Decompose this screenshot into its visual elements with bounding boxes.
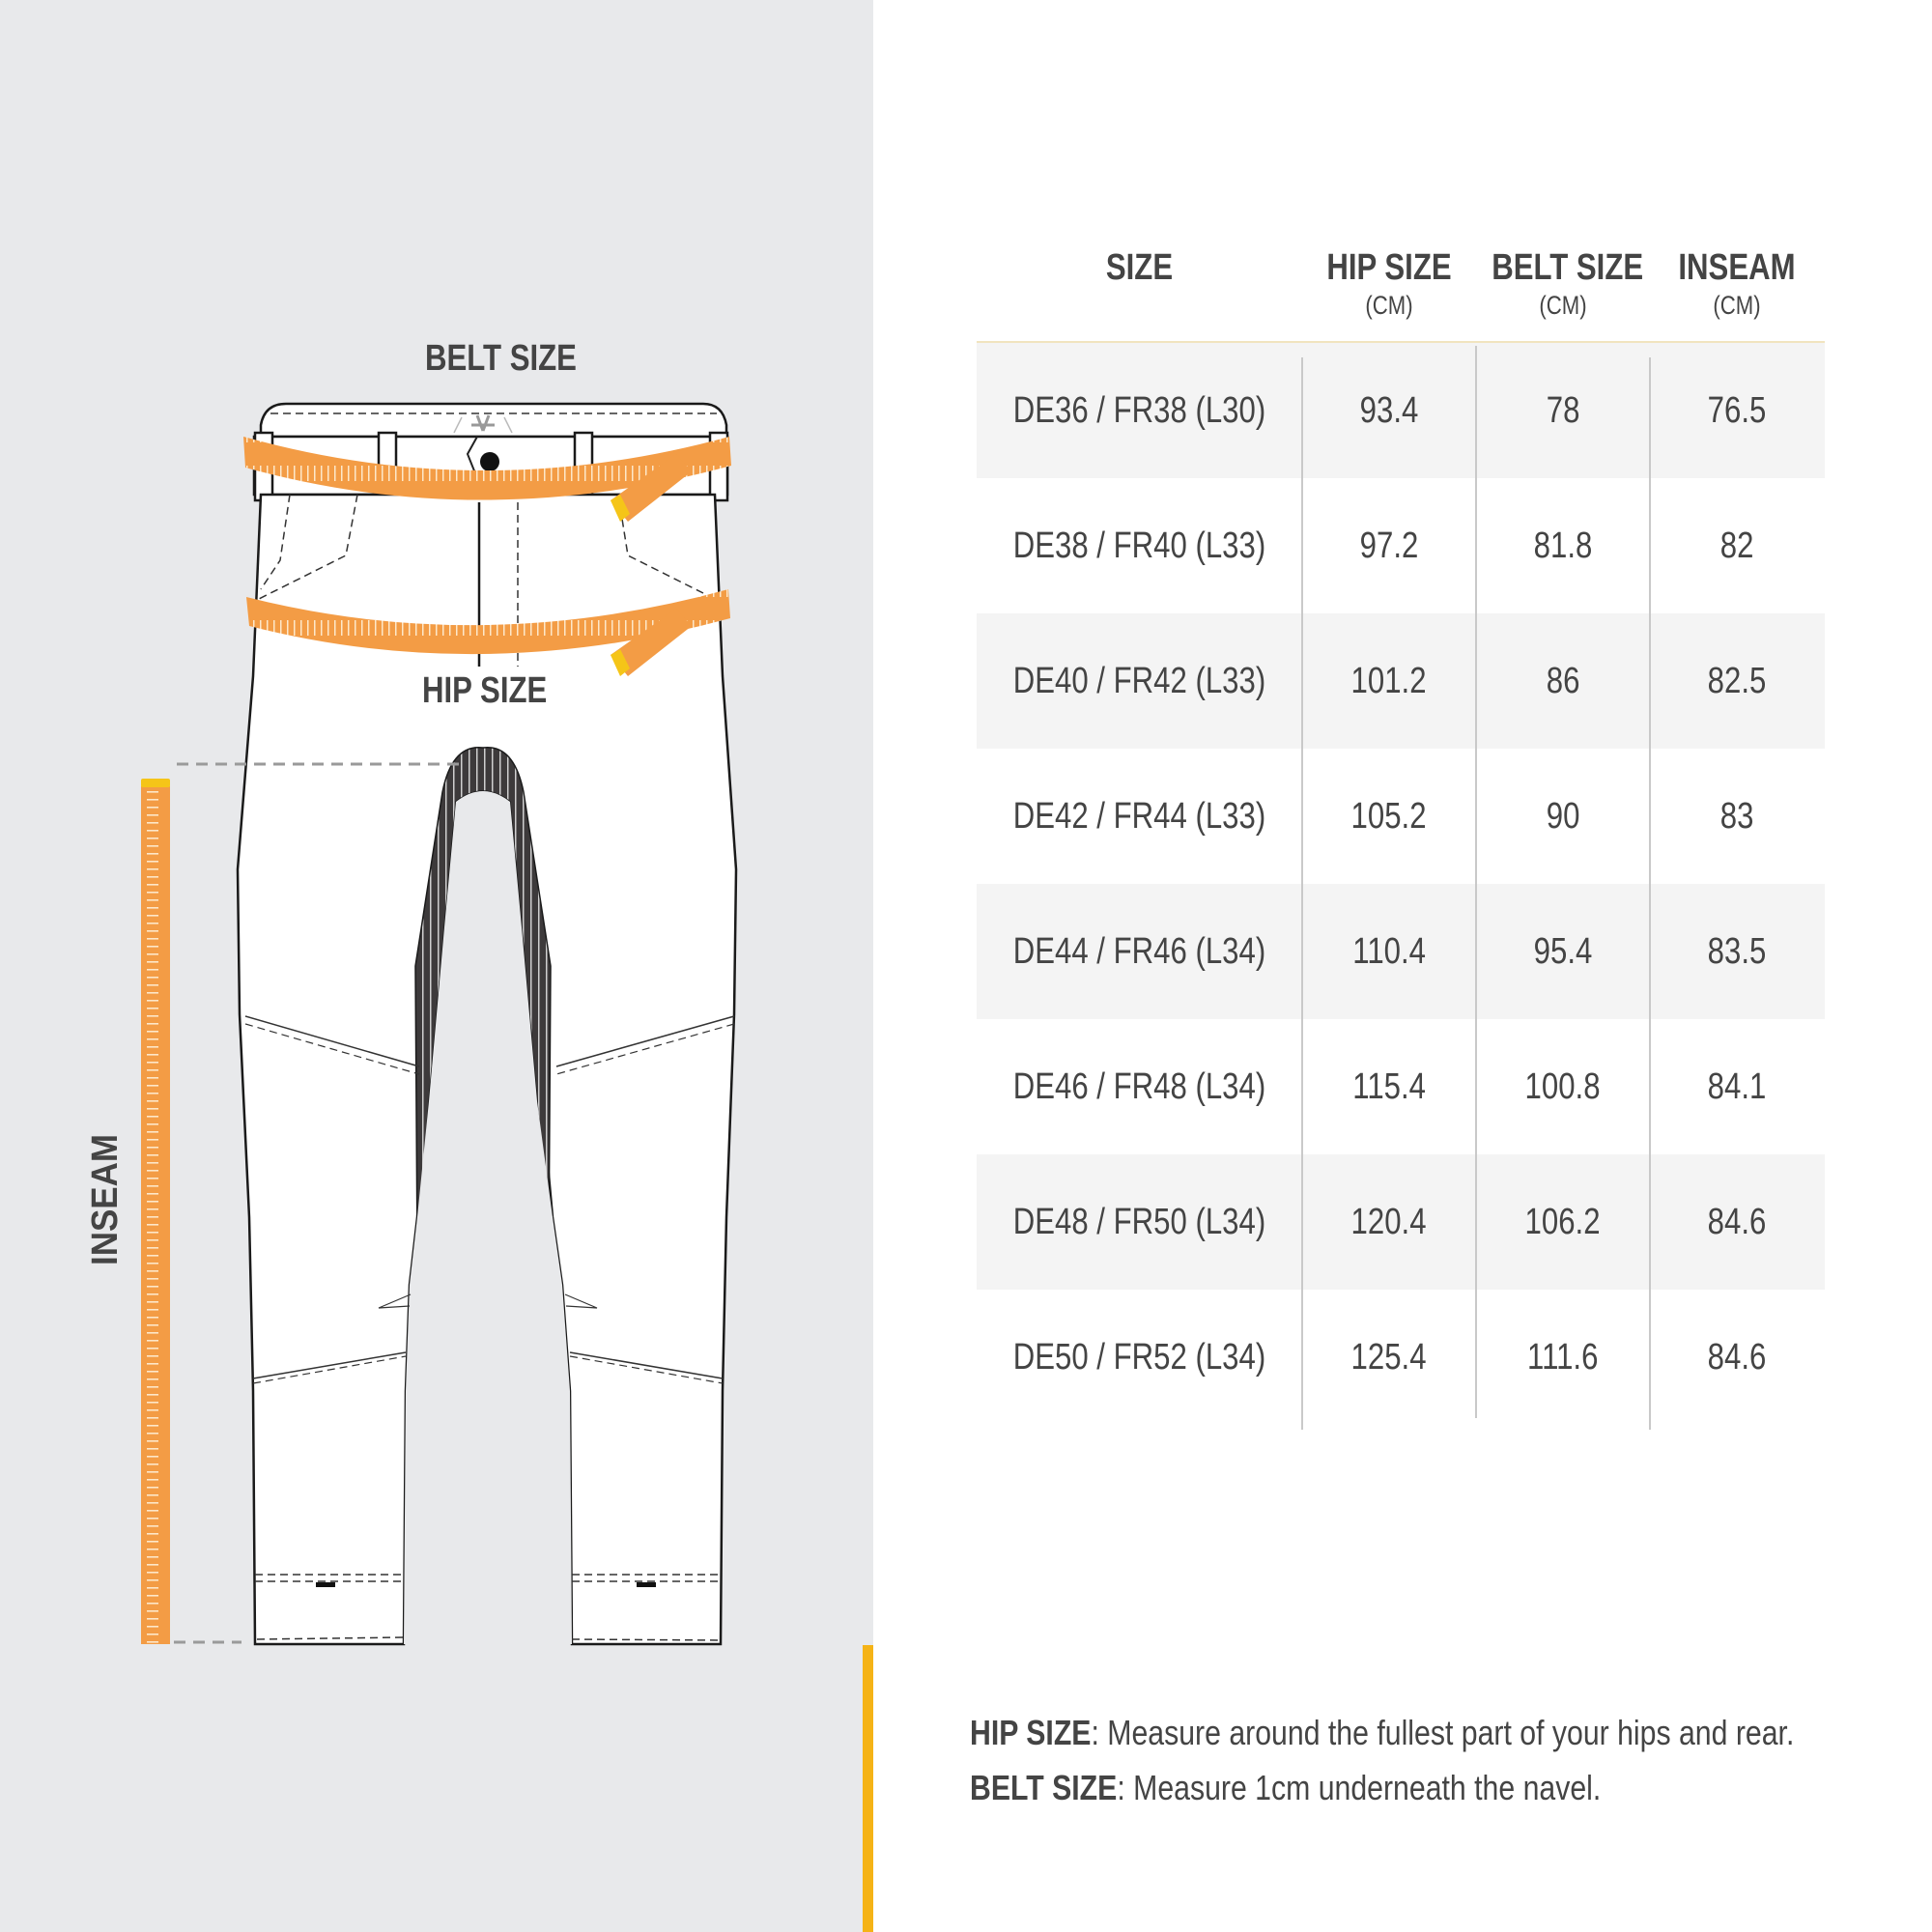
cell-hip: 97.2 [1359,526,1419,566]
cell-inseam: 83 [1719,796,1754,837]
belt-size-label: BELT SIZE [425,338,577,379]
table-row [977,884,1825,1019]
cell-hip: 120.4 [1351,1202,1427,1242]
cell-inseam: 82.5 [1707,661,1767,701]
column-divider [1475,346,1477,1418]
cell-size: DE48 / FR50 (L34) [1012,1202,1266,1242]
note-hip-size: HIP SIZE: Measure around the fullest part of your hips and rear. [970,1713,1795,1752]
note-belt-size: BELT SIZE: Measure 1cm underneath the navel. [970,1768,1602,1807]
cell-inseam: 84.6 [1707,1337,1767,1378]
table-header [977,232,1825,341]
inseam-label: INSEAM [85,1134,126,1265]
cell-belt: 95.4 [1533,931,1593,972]
cell-size: DE46 / FR48 (L34) [1012,1066,1266,1107]
header-inseam: INSEAM (CM) [1678,247,1796,320]
column-divider [1301,357,1303,1430]
table-row [977,1154,1825,1290]
cell-size: DE38 / FR40 (L33) [1012,526,1266,566]
table-row [977,1290,1825,1425]
inseam-measuring-tape-icon [141,779,170,1644]
table-row [977,478,1825,613]
cell-belt: 81.8 [1533,526,1593,566]
table-row [977,749,1825,884]
cell-hip: 105.2 [1351,796,1427,837]
cell-size: DE40 / FR42 (L33) [1012,661,1266,701]
header-hip-size: HIP SIZE (CM) [1326,247,1452,320]
cell-inseam: 84.6 [1707,1202,1767,1242]
cell-inseam: 82 [1719,526,1754,566]
header-size: SIZE [1105,247,1174,288]
table-row [977,613,1825,749]
cell-belt: 86 [1546,661,1580,701]
cell-inseam: 76.5 [1707,390,1767,431]
cell-belt: 78 [1546,390,1580,431]
column-divider [1649,357,1651,1430]
cell-belt: 90 [1546,796,1580,837]
cell-hip: 93.4 [1359,390,1419,431]
size-table [977,232,1825,1378]
cell-hip: 110.4 [1352,931,1426,972]
table-body [977,343,1825,1425]
measurement-notes [970,1705,1932,1815]
cell-belt: 111.6 [1527,1337,1599,1378]
pants-illustration [0,0,873,1932]
cell-belt: 100.8 [1525,1066,1601,1107]
header-belt-size: BELT SIZE (CM) [1492,247,1644,320]
cell-hip: 101.2 [1351,661,1427,701]
cell-size: DE42 / FR44 (L33) [1012,796,1266,837]
cell-belt: 106.2 [1525,1202,1601,1242]
cell-inseam: 84.1 [1707,1066,1767,1107]
cell-size: DE36 / FR38 (L30) [1012,390,1266,431]
cell-hip: 125.4 [1351,1337,1427,1378]
table-row [977,1019,1825,1154]
cell-size: DE50 / FR52 (L34) [1012,1337,1266,1378]
cell-hip: 115.4 [1352,1066,1426,1107]
cell-size: DE44 / FR46 (L34) [1012,931,1266,972]
table-row [977,343,1825,478]
hip-size-label: HIP SIZE [422,670,548,711]
cell-inseam: 83.5 [1707,931,1767,972]
